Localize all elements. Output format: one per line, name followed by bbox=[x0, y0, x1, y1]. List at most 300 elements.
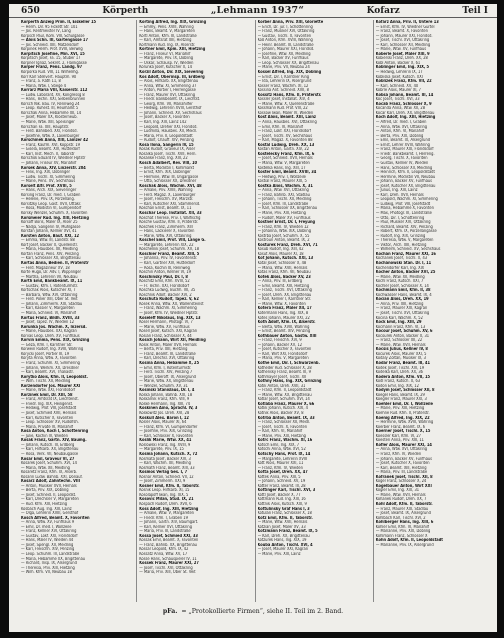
surname-entry: Kocour Josef, Schuhm. XV, 6 bbox=[375, 329, 433, 334]
directory-entry: — Berta, Modistin I, Kohlmarkt bbox=[139, 165, 195, 170]
directory-entry: — Helene, Priv. IX, Porzellang. bbox=[21, 197, 75, 202]
directory-entry: Koschin Anton, Kellner VI, 19 bbox=[139, 270, 191, 275]
directory-entry: Kocourek Anton, Bäcker X, 31 bbox=[375, 333, 430, 338]
directory-entry: Kosut Alois, Maurer XI, 18 bbox=[257, 251, 304, 256]
directory-entry: — Emmy, Pens. XVIII, Währing bbox=[139, 24, 194, 29]
directory-entry: — Franz, Schuhm. XI, Simmering bbox=[21, 361, 80, 366]
surname-entry: Koskull Alex. Baron I, 12 bbox=[139, 415, 189, 420]
directory-entry: — Maria, Private VI, Mariahilf bbox=[21, 424, 74, 429]
directory-entry: Kotik Anton, Dreh. XVII, 31 bbox=[257, 383, 306, 388]
directory-entry: — Josefine, Wtw. XII, Meidling bbox=[257, 51, 311, 56]
directory-entry: — Karl, Kutscher X, Favoriten bbox=[21, 415, 74, 420]
directory-entry: — Marie, Priv. XIII, Hietzing bbox=[257, 433, 306, 438]
entry-list bbox=[139, 20, 252, 575]
directory-entry: Kosnar Anton, Schneid. VII, 12 bbox=[139, 474, 194, 479]
surname-entry: Kobsa Johann, Beamt. III, 14 bbox=[375, 92, 434, 97]
directory-entry: — Marianne, Priv. XIX, Döbling bbox=[375, 529, 431, 534]
directory-entry: — Johanna, Wtw. XIX, Döbling bbox=[257, 229, 311, 234]
directory-entry: Koskarnik Franz, Kfm. VIII, 9 bbox=[139, 397, 190, 402]
directory-entry: — Franz, Maurer XXI, Kagran bbox=[375, 306, 428, 311]
directory-entry: — Franz, Schlosser XII, 22 bbox=[375, 338, 423, 343]
directory-entry: Körpsch Paul, Kom. VIII, Schulgasse bbox=[21, 33, 85, 38]
directory-entry: Kotnik Alois, Bäcker XV, 8 bbox=[257, 411, 304, 416]
directory-entry: Kochler Josef, Schlosser X, 14 bbox=[375, 283, 429, 288]
surname-entry: Koch Adolf, Ing. XIII, Hietzing bbox=[375, 115, 436, 120]
surname-entry: Kortner Emil, Kpm. XIII, Hietzing bbox=[139, 47, 206, 52]
surname-entry: Koschier Franz, Beamt. XIII, 5 bbox=[139, 251, 200, 256]
surname-entry: Koberle Josef, Maler XIII, 9 bbox=[375, 51, 430, 56]
directory-entry: — Ida, Lehrerin IX, Alsergrund bbox=[257, 79, 312, 84]
directory-entry: — Rudolf, Ing. XIX, Grinzing bbox=[375, 233, 426, 238]
directory-entry: — Paul, Musiker XVI, Ottakring bbox=[375, 220, 431, 225]
directory-entry: — Hedwig, Priv. I, Wollzeile bbox=[257, 174, 306, 179]
directory-entry: — Ernst, Lehrer XVIII, Währing bbox=[375, 142, 430, 147]
directory-entry: — Emil, Kfm. I, Rotenturmstr. bbox=[139, 365, 192, 370]
directory-entry: — Erich, Dr. jur. I, Schottenring bbox=[257, 24, 313, 29]
directory-entry: — Ferd. Magazineur XV, 18 bbox=[21, 265, 70, 270]
directory-entry: — Olga, Lehrerin XVIII, Gersthof bbox=[21, 511, 79, 516]
directory-entry: Koß Anton, Kfm. XVIII, Währing bbox=[257, 38, 313, 43]
directory-entry: — Leop. Schlosser XX, Brigittenau bbox=[257, 60, 319, 65]
directory-entry: Kostroun Anton, Beamt. IX, 2 bbox=[257, 238, 310, 243]
surname-entry: Kostelecky Franz, Kfm. IX, 6 bbox=[257, 151, 315, 156]
surname-entry: Koslik Marie, Wtw. XX, 41 bbox=[139, 438, 192, 443]
directory-entry: — Josef, Beamt. IX, Alsergrund bbox=[375, 511, 431, 516]
directory-entry: — Anna, Wtw. XI, Simmering 37 bbox=[139, 83, 197, 88]
directory-entry: — Franz, Fleischh. XVI, 9 bbox=[257, 338, 302, 343]
surname-entry: Kocher Anton, Bäcker XVI, 25 bbox=[375, 270, 436, 275]
surname-entry: Kostka Alois, Wachm. X, 31 bbox=[257, 183, 313, 188]
directory-entry: — Rosa, Verk. VII, Neubaugasse bbox=[21, 451, 79, 456]
directory-entry: — Otto, Dir. I, Schottenring bbox=[375, 215, 425, 220]
directory-entry: — Karl, Kutscher XXI, Stammersd. bbox=[139, 201, 201, 206]
directory-entry: — Marie, Wtw. XVII, Hernals bbox=[257, 520, 308, 525]
directory-entry: — Marie, Wtw. XII, Meidling bbox=[375, 274, 425, 279]
directory-entry: — Ludw. Laborant, XV, Kongressg 8 bbox=[21, 92, 85, 97]
directory-entry: Körtl Anton, Kfm. III, Landstraße bbox=[139, 33, 197, 38]
surname-entry: Koblizek Franz, Kfm. VII, 22 bbox=[375, 79, 432, 84]
entry-list bbox=[258, 20, 371, 557]
surname-entry: Kosch Alfred, Beamt. X, Favoriten bbox=[21, 515, 90, 520]
directory-entry: — Marie, Wtw. XIII, Speisinger bbox=[21, 120, 75, 125]
directory-entry: — Karl, Kassier V, Margareten bbox=[21, 306, 75, 311]
directory-entry: Kosian Franz, Schlosser X, 44 bbox=[139, 333, 192, 338]
surname-entry: Korunka Jos. Wachm. X, Inzersd. bbox=[21, 324, 87, 329]
directory-entry: — Johann, Schneid. XV, Sechshaus bbox=[139, 110, 202, 115]
surname-entry: Körper Franz, Pens. Landg. 97 bbox=[21, 65, 83, 70]
directory-entry: — Karl, Gärtner XIV, Hütteldorf bbox=[139, 260, 195, 265]
directory-entry: Kothmayer Josef, Tischl. XII bbox=[257, 374, 307, 379]
directory-entry: — Maria, Priv. III, Landstraße bbox=[375, 470, 428, 475]
surname-entry: Kodar Franz, Beamt. III, 41 bbox=[375, 361, 430, 366]
directory-entry: — Maria, Priv. II, Leopoldstadt bbox=[139, 133, 193, 138]
directory-entry: Kotlar Josef, Schuhm. XVI, 14 bbox=[257, 397, 310, 402]
footer-abbreviation: pFa. bbox=[162, 607, 178, 615]
directory-entry: Korpinek Herm. Prof. XVIII, Berwilg bbox=[21, 47, 83, 52]
page-footer bbox=[9, 605, 497, 617]
directory-entry: — Marie, Priv. VII, Neubau 24 bbox=[257, 65, 310, 70]
directory-entry: Kostrba Josef, Schuhm. X, 55 bbox=[257, 233, 310, 238]
directory-entry: Koschitz Emil, Kfm. XVIII, 52 bbox=[139, 279, 190, 284]
directory-entry: — Maria, Hebamme XX, Brigittenau bbox=[21, 556, 86, 561]
directory-entry: Kochanek Josef, Tischl. X, 43 bbox=[375, 256, 428, 261]
directory-entry: Koessler Karl, Kfm. VI, 27 bbox=[375, 433, 421, 438]
surname-entry: Kosa Ilona, Sängerin IV, 15 bbox=[139, 142, 194, 147]
directory-entry: — Wilhelm, Schneid. XV, Sechshaus bbox=[375, 247, 441, 252]
directory-entry: — Maria, Wtw. V, Margareten bbox=[257, 160, 310, 165]
directory-entry: Korsky Wenzel, Schuhm. X, Favoriten bbox=[21, 210, 88, 215]
directory-entry: — Gustav, Lokf. XXI, Floridsdorf bbox=[21, 533, 78, 538]
surname-entry: Korytko Alois, Kfm. II, Leopoldst. bbox=[21, 374, 88, 379]
directory-entry: Korstan Johann, Kellner XVI, 41 bbox=[21, 229, 77, 234]
surname-entry: Kothbauer Anton, Gastw. XIII bbox=[257, 333, 317, 338]
surname-entry: Kossek Franz, Maurer XXI, 27 bbox=[139, 561, 199, 566]
directory-entry: Kosik Anton, Maler XVII, Hernals bbox=[139, 342, 197, 347]
surname-entry: Kosch Adalbert, Rev. VIII, 10 bbox=[139, 160, 197, 165]
directory-entry: — Karl, Kellner I, Kärntner Str. bbox=[257, 297, 311, 302]
directory-title: „Lehmann 1937“ bbox=[210, 5, 304, 16]
directory-entry: — Gustav, Kellner IV, Wieden bbox=[375, 160, 429, 165]
directory-entry: — Karl, Wirt XXI, Floridsdorf bbox=[257, 351, 308, 356]
directory-entry: Kobierski Franz, Dreh. XX, 28 bbox=[375, 56, 428, 61]
directory-entry: — Josefine, Wtw. X, Laxenburger bbox=[21, 133, 80, 138]
directory-entry: Korsitzky Leop. Gast. XVII, Ottakr. bbox=[21, 201, 82, 206]
directory-entry: — Friedr. Ing. XIX, Heiligenst. bbox=[21, 401, 74, 406]
directory-entry: — Karl, Schlosser XII, Meidling bbox=[375, 42, 431, 47]
column-2 bbox=[139, 20, 255, 602]
part-label: Teil I bbox=[462, 5, 488, 16]
surname-entry: Kostal Ludwig, Dreh. XX, 13 bbox=[257, 142, 315, 147]
surname-entry: Kohn Adolf, Kfm. II, Leopoldstadt bbox=[375, 538, 444, 543]
directory-entry: — Georg, Kfm. VII, Mariahilfer bbox=[139, 101, 193, 106]
surname-entry: Kochmann Emil, Kfm. II, 38 bbox=[375, 288, 431, 293]
directory-entry: — Josef, Schneid. XVII, Hernals bbox=[257, 156, 313, 161]
surname-entry: Kosar Emil, Graveur VI, 27 bbox=[21, 456, 75, 461]
directory-entry: — Josef, Oberoff. IX, Alsergrund bbox=[139, 374, 196, 379]
footer-note: = „Protokollierte Firmen“, siehe II. Teil im 2. Band. bbox=[181, 607, 344, 615]
surname-entry: Koschuta Rudolf, Tapez. V, 62 bbox=[139, 297, 199, 302]
directory-entry: Kosel Hermann, Photogr. VI, 7 bbox=[139, 320, 193, 325]
directory-entry: — Hermine, Modistin VII, Neubau bbox=[375, 174, 436, 179]
section-left-keyword: Körperth bbox=[102, 5, 149, 16]
directory-entry: — Franz, Bahnb. XX, Brigittenau bbox=[139, 542, 197, 547]
directory-entry: Kotulan Franz, Schlosser X, 18 bbox=[257, 511, 312, 516]
directory-entry: Koschat Therese, Priv. I, Walfischg bbox=[139, 215, 201, 220]
directory-entry: Kosek Anna, Wtw. XX, Wallensteinst bbox=[139, 301, 204, 306]
directory-entry: — Maria, Priv. XIII, Ober St. Veit bbox=[139, 570, 196, 575]
directory-entry: — Marianne, Priv. IX, Alsergrund bbox=[375, 542, 434, 547]
surname-entry: Korvin Emma, Pens. XIX, Grinzing bbox=[21, 338, 90, 343]
surname-entry: Kosturek Franz, Dreh. XVI, 71 bbox=[257, 242, 318, 247]
directory-entry: — Franz, Kaufm. XVI, Koppstr. 19 bbox=[21, 142, 80, 147]
section-right-keyword: Kofarz bbox=[366, 5, 400, 16]
surname-entry: Kosovic Milan, Stud. IX, 21 bbox=[139, 497, 194, 502]
directory-entry: Koschan Ernst, Beamt. IX, 11 bbox=[139, 206, 192, 211]
column-4 bbox=[376, 20, 491, 602]
surname-entry: Korselt Alfr. Prof. XVIII, 5 bbox=[21, 183, 72, 188]
directory-entry: — Fr. Techn. XXI, Floridsdorf bbox=[139, 283, 190, 288]
directory-entry: Koschek Franz, Zimmerm. XIII bbox=[139, 224, 193, 229]
surname-entry: Kotera Franz, Maler XII, 17 bbox=[257, 306, 312, 311]
directory-entry: Kortmann Rud. Ing. IX, Alserstr. bbox=[139, 42, 196, 47]
surname-entry: Kotrba Anton, Beamt. IX, 33 bbox=[257, 415, 315, 420]
directory-entry: — Karl, Beamt. XVI, Thaliastr. bbox=[21, 370, 74, 375]
directory-entry: — Marie, Wtw. XXI, Floridsdorf bbox=[21, 388, 76, 393]
directory-entry: Kotas Franz, Kfm. VII, Neubau bbox=[257, 270, 311, 275]
surname-entry: Kotschy Hans, Prof. IX, 14 bbox=[257, 451, 311, 456]
surname-entry: Kossa Josef, Schmied XXI, 33 bbox=[139, 533, 198, 538]
directory-entry: — Karl, Schneid. XV, 40 bbox=[375, 83, 419, 88]
directory-entry: Kotermann Hans, Ing. XIX, 8 bbox=[257, 311, 309, 315]
directory-entry: Kortschak Alois, Kutscher XI, 7 bbox=[21, 288, 76, 293]
directory-entry: — Anna, Wtw. XVI, Ottakring bbox=[375, 124, 428, 129]
directory-entry: — Gustav, Tischl. X, Favoriten bbox=[257, 33, 312, 38]
directory-columns bbox=[21, 20, 491, 602]
directory-entry: — Leopold, Wachm. XI, Simmering bbox=[375, 197, 438, 202]
directory-entry: — Marie, Wtw. XVII, Hernals bbox=[375, 492, 426, 497]
directory-entry: — Karl, Schlosser XX, Brigittenau bbox=[257, 206, 318, 211]
directory-entry: — Marie, Wtw. XX, Brigittenau bbox=[139, 379, 194, 384]
directory-entry: Kottnik Alois, Kutsch. XXI, 9 bbox=[257, 501, 307, 506]
directory-entry: — Emil, Beamt. IX, Alsergrund bbox=[375, 138, 431, 143]
directory-entry: — Anton, Kfm. VI, Mariahilf bbox=[375, 129, 425, 134]
surname-entry: Korpitsch Josefine, Min. XVI, 15 bbox=[21, 51, 85, 56]
directory-entry: — Herm. Dir. 95 Fickett Str. 101 bbox=[21, 24, 78, 29]
directory-entry: — Josef, Kutscher X, Favoriten bbox=[257, 347, 312, 352]
directory-entry: — Josef, Kutscher X, Favoriten bbox=[375, 461, 430, 466]
directory-entry: — Margarete, Priv. IX, 15 bbox=[139, 447, 184, 452]
surname-entry: Kogelbauer Anton, Wirt XXI bbox=[375, 483, 432, 488]
directory-entry: — Josef, Spengl. XII, Meidling bbox=[21, 542, 74, 547]
surname-entry: Kortus Franz, Bildh. XVIII, 33 bbox=[21, 315, 80, 320]
directory-entry: — Franz, Beamt. X, Favoriten bbox=[375, 29, 428, 34]
directory-entry: Kosub Rudolf, Ing. XIII, 42 bbox=[257, 247, 304, 252]
surname-entry: Kohlberger Hans, Ing. XIII, 6 bbox=[375, 520, 434, 525]
surname-entry: Koblinger Emil, Ing. XIX, 5 bbox=[375, 65, 429, 70]
directory-entry: — Viktor, Arch. XIII, Hietzing bbox=[375, 242, 427, 247]
directory-entry: Koschelnik Josef, Schuhm. XV, 18 bbox=[139, 247, 200, 252]
directory-entry: Kosmath Franz, Beamt. XIII, 33 bbox=[139, 465, 195, 470]
directory-entry: Kohlmann Franz, Schlosser X bbox=[375, 533, 428, 538]
directory-entry: Koschnik Adolf, Bäcker XVI, 2 bbox=[139, 292, 192, 297]
directory-entry: — Rud. Kfm. XIII, Hietzing bbox=[21, 501, 68, 506]
directory-entry: — Marie, Priv. XIII, Lainz bbox=[257, 551, 301, 556]
directory-entry: — Martha, Lehrerin VII, Neubau bbox=[21, 274, 78, 279]
directory-entry: — Maria, Priv. III, Landstraße bbox=[139, 529, 191, 534]
directory-entry: Kosse Hans, Schauspieler IV, 11 bbox=[139, 556, 197, 561]
directory-entry: Kocina Karl, Wachm. X, 52 bbox=[375, 315, 423, 320]
directory-entry: — Richard, Insp. IX, Alsergrund bbox=[21, 561, 77, 566]
directory-entry: Kohanek Rudolf, Dreh. XX, 7 bbox=[375, 497, 427, 502]
directory-entry: — Josef, Kutscher XX, Brigittenau bbox=[375, 183, 436, 188]
directory-entry: — Johann, Werkm. XX, Dresdner bbox=[21, 365, 79, 370]
directory-entry: — Franz, Maurer XXI, Floridsdorf bbox=[375, 147, 434, 152]
directory-entry: — Anna, Priv. XIII, Hietzing bbox=[375, 301, 424, 306]
directory-entry: — Karl, Bäcker XV, Fünfhaus bbox=[257, 56, 309, 61]
directory-entry: Kosolapoff Iwan, Ing. XIX, 5 bbox=[139, 492, 189, 497]
surname-entry: Kochan Franz, Maurer XXI, 16 bbox=[375, 251, 436, 256]
directory-entry: — Karl, Hilfsarb. XX, Brigittenau bbox=[21, 447, 79, 452]
surname-entry: Kocian Alois, Dreh. XX, 19 bbox=[375, 297, 429, 302]
directory-entry: Kohlbach Karl, Tischl. XVI, 2 bbox=[375, 515, 426, 520]
surname-entry: Koerner Josef, Tischl. X, 15 bbox=[375, 429, 431, 434]
directory-entry: — Amalie, Wtw. V, Margareten bbox=[139, 511, 194, 516]
directory-entry: — Ernst, Beamt. XIV, Penzing bbox=[257, 329, 311, 334]
directory-entry: — Rudolf, Maler XV, Fünfhaus bbox=[257, 215, 311, 220]
surname-entry: Kosmos Verlag Ges. I, 7 bbox=[139, 470, 188, 475]
directory-entry: — Anna, Wtw. XVI, Ottakring bbox=[257, 188, 309, 193]
directory-entry: — Hans, Schlosser XII, Meidling bbox=[375, 165, 433, 170]
directory-entry: Kottek Anna, Priv. XIII, 5 bbox=[257, 474, 301, 479]
directory-entry: Koehne Rud. Kfm. II, Praterstr. bbox=[375, 411, 430, 416]
surname-entry: Kothny Hans, Ing. XIX, Grinzing bbox=[257, 379, 322, 384]
surname-entry: Korsten Anton, Bauf. XXI, 12 bbox=[21, 233, 80, 238]
directory-entry: Korvas Leop. Dreh. XV, Fünfhaus bbox=[21, 333, 80, 338]
directory-entry: — Heinr. Beamt. III, Landstraße bbox=[257, 42, 314, 47]
directory-entry: — Otto, Schlosser XX, Dresdner bbox=[139, 179, 197, 184]
directory-entry: Koska Johann, Bahnb. XXI, 18 bbox=[139, 392, 193, 397]
directory-entry: Kotheder Rud. Schlosser X, 28 bbox=[257, 365, 312, 370]
directory-entry: — Emil, Kfm. VI, Mariahilf bbox=[257, 124, 304, 129]
directory-entry: — Anton, Musiker XVII, Hernals bbox=[21, 483, 77, 488]
column-3 bbox=[258, 20, 374, 602]
directory-entry: — Johann, Kutsch. III, Erdberg bbox=[21, 442, 75, 447]
surname-entry: Koth Adolf, Kfm. IX, Alserstr. bbox=[257, 320, 316, 325]
directory-entry: — Alfred, Dr. med. I, Graben bbox=[375, 120, 427, 125]
directory-entry: Korschok Eduard IV, Wiedner Hptstr bbox=[21, 156, 86, 161]
surname-entry: Kotz Emil, Kfm. II, Taborstr. bbox=[257, 515, 313, 520]
directory-entry: — Emil, Beamt. XIII, Hietzing bbox=[257, 283, 310, 288]
directory-entry: Korte Hugo, Dr. Adv. I, Wipplinger bbox=[21, 270, 81, 275]
directory-entry: — Berta, Wtw. XVIII, Währing bbox=[257, 324, 310, 329]
surname-entry: Korth Emil, Bankbeamt. IX, 11 bbox=[21, 279, 83, 284]
directory-entry: — Josef, Maler XX, Klosterneub. bbox=[21, 115, 78, 120]
directory-entry: — Karl, Drechsl. XVI, Ottakring bbox=[139, 356, 195, 361]
directory-entry: — Jos. Rentmeister IV, Lang bbox=[21, 29, 71, 34]
surname-entry: Koschinsky Paul, Dr. I, 8 bbox=[139, 274, 188, 279]
directory-entry: Kocar Karl, Dreh. XX, Brigittenau bbox=[375, 110, 435, 115]
directory-entry: — Ludwig, Prof. VIII, Josefstadt bbox=[375, 201, 431, 206]
directory-entry: — Friedr. Bankbeamt. I, Herreng. bbox=[375, 151, 435, 156]
directory-entry: Kossler Josef, Installat. XIV, 4 bbox=[257, 97, 310, 102]
directory-entry: — Margarete, Lehrerin XIX, 22 bbox=[139, 242, 194, 247]
directory-entry: Koesten Anna, Priv. XIII, 11 bbox=[375, 438, 424, 443]
directory-entry: — Franz, a. Rath 11, 8 bbox=[21, 79, 61, 84]
directory-entry: — Maria, Wtw. XII, Meidling bbox=[21, 465, 70, 470]
directory-entry: Koegel Hans, Beamt. IX, 29 bbox=[375, 392, 425, 397]
directory-entry: Kodl Franz, Kutsch. X, 63 bbox=[375, 379, 421, 384]
surname-entry: Korber Anna, Priv. XIII, Gloriette bbox=[257, 20, 324, 24]
surname-entry: Korschinek Anna, XIII, Lainzer 42 bbox=[21, 138, 89, 143]
surname-entry: Kortas Anna, Bedien. II, Praterstr bbox=[21, 260, 89, 265]
directory-entry: Korwein Rudolf, Ing. XVIII, Währing bbox=[21, 347, 84, 352]
surname-entry: Korsmeier Rud. Ing. XIII, Hietzing bbox=[21, 215, 89, 220]
directory-entry: Kotter Franz, Beamt. III, 28 bbox=[257, 483, 306, 488]
directory-entry: — Marie, Wtw. XX, Brigittenau bbox=[257, 392, 312, 397]
directory-entry: Kosmata Josef, Bäcker XVI, 3 bbox=[139, 456, 191, 461]
directory-entry: Kochl Franz, Kutsch. XXI, 7 bbox=[375, 279, 424, 284]
directory-entry: — Emma, Wtw. III, Landstr. 88 bbox=[21, 238, 75, 243]
directory-entry: — Hermine, Wtw. XVIII, Währing bbox=[375, 420, 434, 425]
directory-entry: — Nadja, Sängerin IV, Mühlgasse bbox=[21, 224, 81, 229]
directory-entry: — Theresia, Wtw. V, Margareten bbox=[375, 238, 434, 243]
directory-entry: — Anna, Priv. III, Erdberg bbox=[257, 279, 303, 284]
directory-entry: Kosaretz Franz, Kfm. IX, Alserb. bbox=[21, 470, 78, 475]
surname-entry: Körperth Anzeig Prim. II, Eiskeller 15 bbox=[21, 20, 97, 24]
directory-entry: — Maria, Hebamme X, Favoriten bbox=[375, 206, 434, 211]
directory-entry: Kogler Emil, Ing. XIX, 31 bbox=[375, 488, 420, 493]
directory-entry: — Maria, Priv. V, Margareten bbox=[257, 356, 309, 361]
surname-entry: Korzendorfer Jos. Maurer XXI bbox=[21, 383, 81, 388]
directory-entry: — Georg, Tischl. X, Favoriten bbox=[375, 156, 428, 161]
surname-entry: Kossel Alfred, Ing. XIX, Döbling bbox=[257, 70, 322, 75]
directory-entry: Koske Hermann, Ing. XIII, 74 bbox=[139, 401, 191, 406]
surname-entry: Korzinek Emil, Dr. XIII, 58 bbox=[21, 392, 73, 397]
directory-entry: Kohler Emil, Kfm. VI, Mariahilf bbox=[375, 524, 430, 529]
directory-entry: Kossow Iwan, Maler IV, Wieden bbox=[257, 110, 314, 115]
directory-entry: — Franz, Lokf. XXI, Floridsdorf bbox=[257, 129, 312, 134]
surname-entry: Kotek Alois, Bäcker XV, 23 bbox=[257, 274, 311, 279]
directory-entry: Kotsch Emil, Ing. XIX, 7 bbox=[257, 442, 300, 447]
surname-entry: Kottulinsky Graf Hans I, 3 bbox=[257, 506, 310, 511]
directory-entry: Kothensky Franz, Beamt. III, 9 bbox=[257, 370, 311, 375]
directory-entry: — Margarete, Lehrerin XVIII bbox=[257, 456, 308, 461]
directory-entry: — Berta, Priv. XIII, Hietzing bbox=[139, 347, 188, 352]
directory-entry: — Marie, Wtw. X, Favoriten bbox=[257, 301, 306, 306]
directory-entry: — Rudolf, Chauff. XIV, Penzing bbox=[139, 138, 194, 143]
directory-entry: — Johann, Maurer XXI, Floridsd. bbox=[257, 47, 315, 52]
directory-entry: — Josef, Bäcker X, Favoriten bbox=[139, 115, 190, 120]
directory-entry: Kossina Ant. Schneid. XVII, 8 bbox=[257, 88, 309, 93]
directory-entry: — Ernst, Kfm. XIX, Döblinger bbox=[139, 170, 191, 175]
directory-entry: Kosnik Leop. Hilfsarb. XI, 15 bbox=[139, 488, 190, 493]
directory-entry: — Amalie, Priv. XVIII, Währing bbox=[139, 188, 193, 193]
directory-entry: Kobliska Josef, Kutsch. XXI bbox=[375, 74, 423, 79]
directory-entry: — Max, Photogr. III, Landstraße bbox=[375, 210, 432, 215]
directory-entry: — Hermine, Wtw. III, Ungargasse bbox=[139, 174, 199, 179]
directory-entry: — Marie, Priv. XIII, Hietzing bbox=[375, 406, 425, 411]
directory-entry: — Johann, Maurer XXI, Floridsd. bbox=[375, 33, 433, 38]
directory-entry: — Josef, Maurer XXI, Kagran bbox=[257, 547, 308, 552]
directory-entry: Kortan Franz, Pens. XIV, Penzing bbox=[21, 251, 79, 256]
directory-entry: — Johann, Bäcker XV, 12 bbox=[257, 342, 303, 347]
directory-entry: — Franz, Musiker XVI, Ottakring bbox=[257, 29, 315, 34]
directory-entry: Kochendörfer Karl, Ing. XIX bbox=[375, 265, 425, 270]
directory-entry: Kosser Franz, Wachm. XI, 12 bbox=[257, 83, 309, 88]
directory-entry: — Franz, Kellner XVI, Ottakring bbox=[21, 529, 77, 534]
directory-entry: — Julie, Köchin IV, Wieden bbox=[21, 433, 68, 438]
directory-entry: — Hans, Beamt. V, Margareten bbox=[139, 29, 195, 34]
directory-entry: Kosak Rudolf, Graveur IX, Alser bbox=[139, 147, 196, 152]
directory-entry: Korunka Josef, Kutscher X, 14 bbox=[139, 65, 193, 70]
directory-entry: — Leop. Schuhm. III, Landstraße bbox=[21, 551, 80, 556]
directory-entry: Kosbach Aug. Ing. XIII, Lainz bbox=[21, 506, 72, 511]
directory-entry: — Franz, Beamt. III, Landstraße bbox=[139, 351, 196, 356]
directory-entry: — Marie, Wtw. X, Quellenstraße bbox=[257, 101, 315, 106]
directory-entry: — Josef, Zimmerm. XXI, 9 bbox=[139, 479, 186, 484]
directory-entry: — Anna, Wtw. XV, Fünfhaus 9 bbox=[21, 520, 75, 525]
surname-entry: Kodera Anton, Kfm. VII, 15 bbox=[375, 374, 430, 379]
surname-entry: Kosma Johann, Kutsch. X, 72 bbox=[139, 451, 198, 456]
directory-entry: — Franz, Friseur VI, Mariahilf bbox=[139, 51, 191, 56]
surname-entry: Kossitz Hans, Kfm. II, Praterstr. bbox=[257, 92, 322, 97]
directory-entry: — Anna, Wtw. XVI, Ottakring bbox=[375, 447, 428, 452]
directory-entry: — Hedwig, Prof. VIII, Josefstadt bbox=[21, 406, 77, 411]
surname-entry: Koss Adolf, Ing. XIII, Hietzing bbox=[139, 506, 199, 511]
directory-entry: — Josef, Tischl. XV, Sechshaus bbox=[257, 133, 313, 138]
directory-entry: — Rosa, Köchin III, Rennweg bbox=[139, 265, 190, 270]
surname-entry: Kodym Josef, Schlosser XII, 8 bbox=[375, 388, 435, 393]
